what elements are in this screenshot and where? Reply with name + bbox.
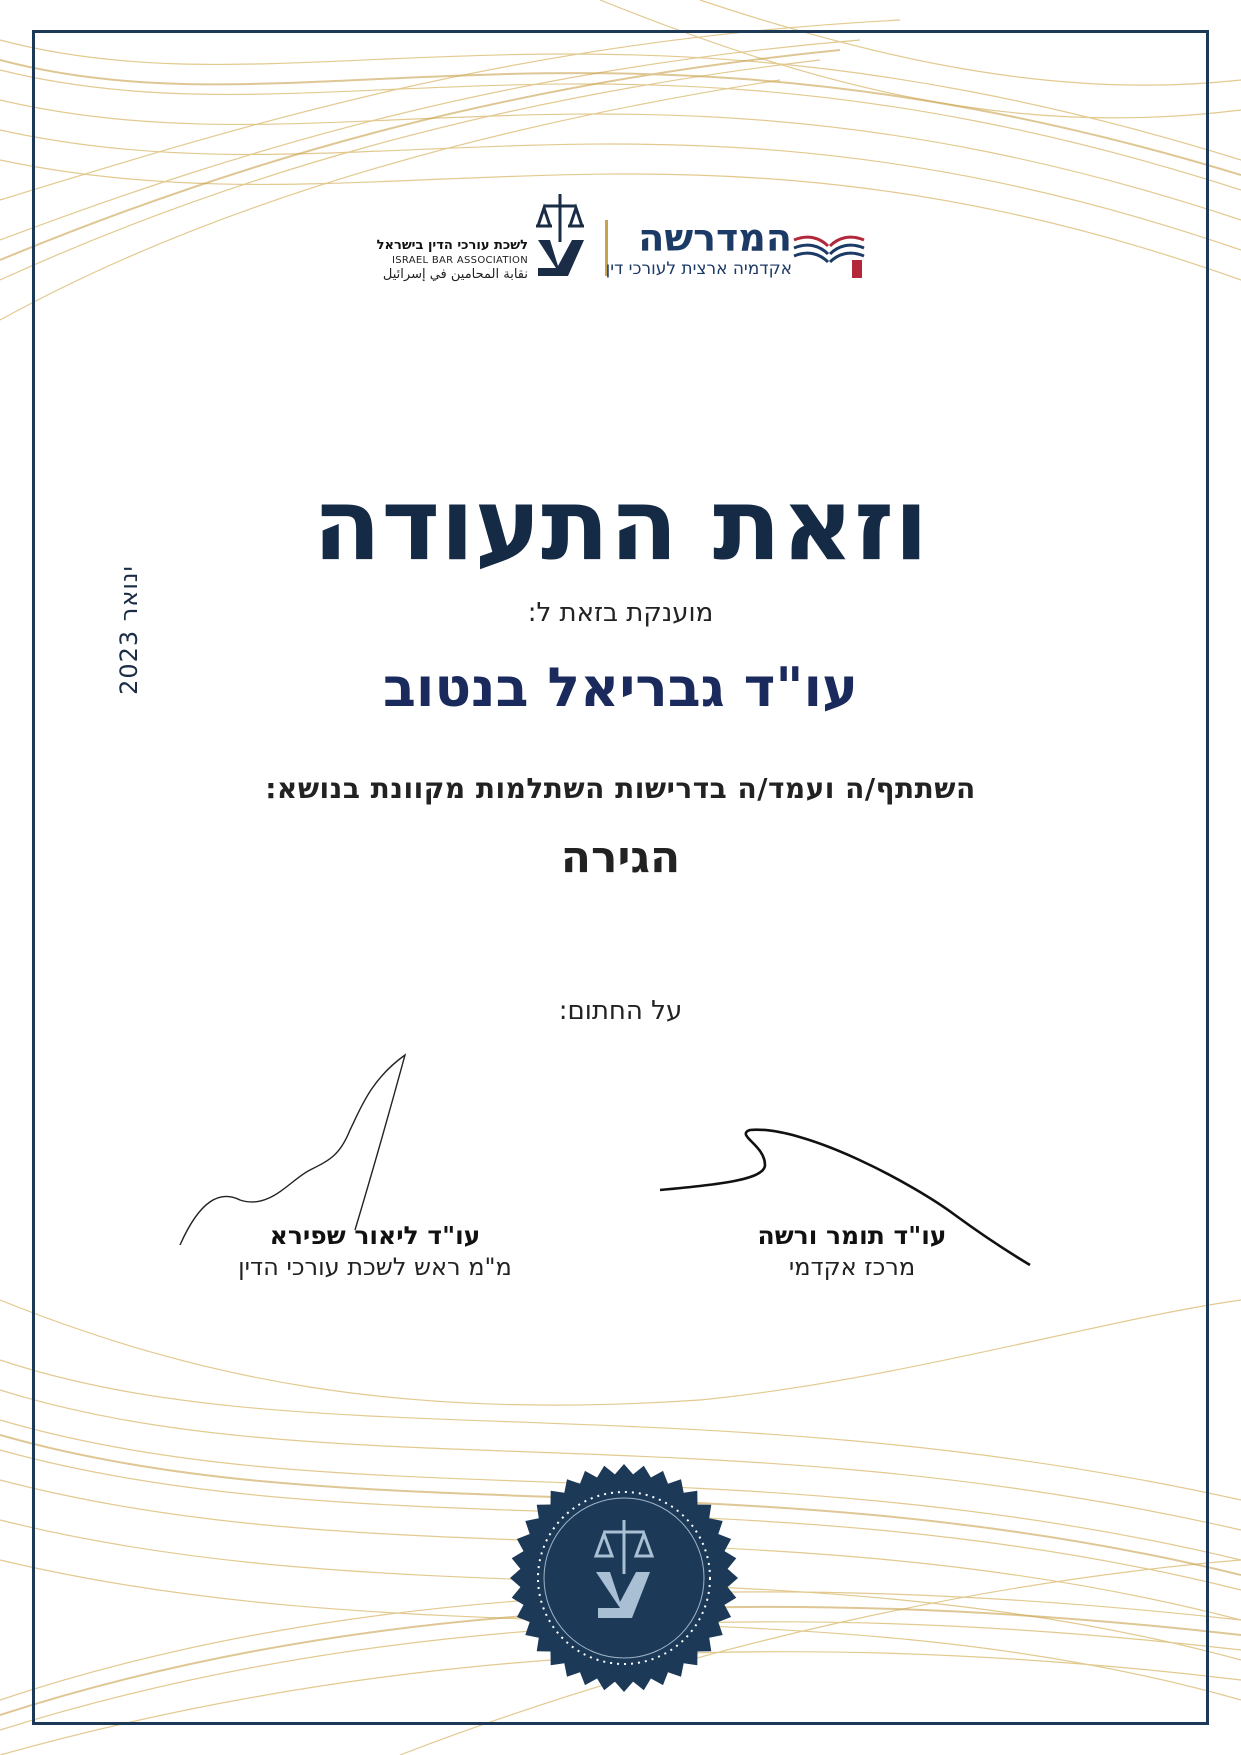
signatory-left xyxy=(195,1220,555,1282)
open-book-icon xyxy=(790,230,868,280)
certificate-title: וזאת התעודה xyxy=(312,466,929,583)
participation-statement: השתתף/ה ועמד/ה בדרישות השתלמות מקוונת בנושא: xyxy=(265,772,976,805)
bar-association-text xyxy=(368,238,528,283)
signatory-right xyxy=(672,1220,1032,1282)
scales-of-justice-icon xyxy=(532,190,588,286)
academy-text xyxy=(605,216,792,280)
signatory-name: עו"ד ליאור שפירא xyxy=(269,1221,481,1250)
academy-subtitle: אקדמיה ארצית לעורכי דין xyxy=(605,259,792,279)
bar-association-english: ISRAEL BAR ASSOCIATION xyxy=(392,255,528,266)
awarded-to-label: מוענקת בזאת ל: xyxy=(527,598,714,628)
signed-by-label: על החתום: xyxy=(558,996,683,1026)
issue-date: ינואר 2023 xyxy=(115,565,143,695)
course-topic: הגירה xyxy=(560,832,681,883)
bar-association-hebrew: לשכת עורכי הדין בישראל xyxy=(376,238,528,253)
signatory-name: עו"ד תומר ורשה xyxy=(757,1221,947,1250)
academy-title: המדרשה xyxy=(638,216,792,260)
seal-scales-icon xyxy=(508,1462,740,1694)
bar-association-arabic: نقابة المحامين في إسرائيل xyxy=(382,267,528,282)
header-logos xyxy=(0,188,1241,298)
signatory-role: מ"מ ראש לשכת עורכי הדין xyxy=(238,1253,512,1281)
recipient-name: עו"ד גבריאל בנטוב xyxy=(383,656,858,719)
signatory-role: מרכז אקדמי xyxy=(788,1253,916,1281)
